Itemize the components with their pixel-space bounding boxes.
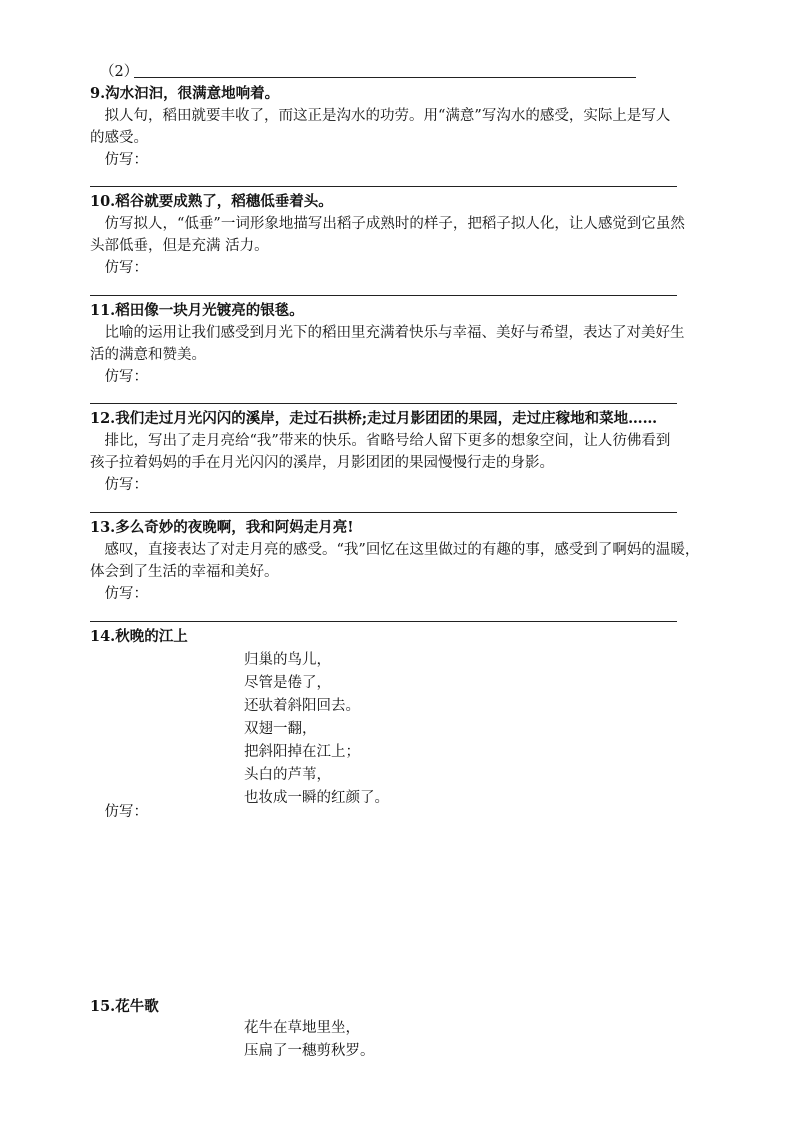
poem-14-line: 把斜阳掉在江上； xyxy=(244,744,360,760)
answer-line xyxy=(90,403,677,404)
poem-14-line: 也妆成一瞬的红颜了。 xyxy=(244,790,389,806)
item-10-explanation-2: 头部低垂，但是充满 活力。 xyxy=(90,238,269,254)
poem-14-line: 还驮着斜阳回去。 xyxy=(244,698,360,714)
item-14-prompt: 仿写： xyxy=(104,804,148,820)
item-14-title: 14.秋晚的江上 xyxy=(90,628,188,645)
item-13-prompt: 仿写： xyxy=(104,586,148,602)
poem-14-line: 归巢的鸟儿， xyxy=(244,652,331,668)
poem-15-line: 花牛在草地里坐， xyxy=(244,1020,360,1036)
item-12-prompt: 仿写： xyxy=(104,477,148,493)
item-10-prompt: 仿写： xyxy=(104,260,148,276)
poem-15-line: 压扁了一穗剪秋罗。 xyxy=(244,1043,375,1059)
item-11-explanation-1: 比喻的运用让我们感受到月光下的稻田里充满着快乐与幸福、美好与希望，表达了对美好生 xyxy=(104,325,685,341)
item-13-explanation-2: 体会到了生活的幸福和美好。 xyxy=(90,564,279,580)
poem-14-line: 尽管是倦了， xyxy=(244,675,331,691)
item-12-explanation-2: 孩子拉着妈妈的手在月光闪闪的溪岸，月影团团的果园慢慢行走的身影。 xyxy=(90,455,554,471)
item-2-label: （2） xyxy=(100,64,139,80)
answer-line xyxy=(90,186,677,187)
item-15-title: 15.花牛歌 xyxy=(90,998,159,1015)
item-9-prompt: 仿写： xyxy=(104,152,148,168)
answer-line xyxy=(134,77,636,78)
item-10-explanation-1: 仿写拟人，“低垂”一词形象地描写出稻子成熟时的样子，把稻子拟人化，让人感觉到它虽然 xyxy=(104,216,685,232)
poem-14-line: 双翅一翻， xyxy=(244,721,317,737)
item-13-heading: 13.多么奇妙的夜晚啊，我和阿妈走月亮! xyxy=(90,519,354,536)
item-9-heading: 9.沟水汩汩，很满意地响着。 xyxy=(90,85,280,102)
item-13-explanation-1: 感叹，直接表达了对走月亮的感受。“我”回忆在这里做过的有趣的事，感受到了啊妈的温暖， xyxy=(104,542,700,558)
item-12-explanation-1: 排比，写出了走月亮给“我”带来的快乐。省略号给人留下更多的想象空间，让人彷佛看到 xyxy=(104,433,671,449)
answer-line xyxy=(90,512,677,513)
item-11-prompt: 仿写： xyxy=(104,369,148,385)
item-9-explanation-1: 拟人句，稻田就要丰收了，而这正是沟水的功劳。用“满意”写沟水的感受，实际上是写人 xyxy=(104,108,671,124)
item-10-heading: 10.稻谷就要成熟了，稻穗低垂着头。 xyxy=(90,193,333,210)
answer-line xyxy=(90,621,677,622)
item-11-heading: 11.稻田像一块月光镀亮的银毯。 xyxy=(90,302,304,319)
poem-14-line: 头白的芦苇， xyxy=(244,767,331,783)
answer-line xyxy=(90,295,677,296)
item-12-heading: 12.我们走过月光闪闪的溪岸，走过石拱桥;走过月影团团的果园，走过庄稼地和菜地…… xyxy=(90,410,658,427)
item-9-explanation-2: 的感受。 xyxy=(90,130,148,146)
item-11-explanation-2: 活的满意和赞美。 xyxy=(90,347,206,363)
